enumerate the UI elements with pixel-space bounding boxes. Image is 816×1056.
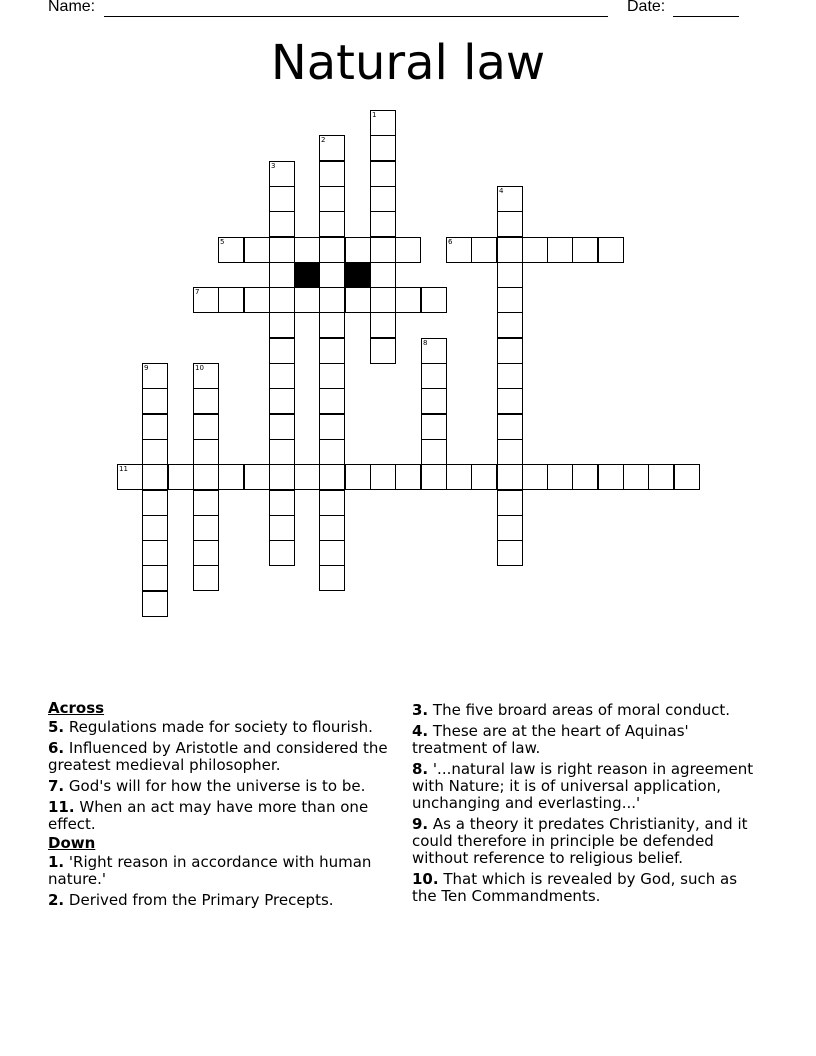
clue-down-8: 8. '...natural law is right reason in agreement with Nature; it is of universal application, unchanging and everlasting...'	[412, 760, 754, 812]
grid-cell[interactable]	[142, 515, 168, 541]
grid-cell[interactable]	[370, 135, 396, 161]
grid-cell[interactable]	[142, 591, 168, 617]
cell-number: 3	[271, 162, 276, 170]
grid-block	[294, 262, 320, 288]
grid-cell[interactable]	[497, 439, 523, 465]
grid-cell[interactable]	[269, 363, 295, 389]
grid-cell[interactable]	[218, 287, 244, 313]
grid-cell[interactable]	[319, 237, 345, 263]
grid-cell[interactable]	[319, 414, 345, 440]
grid-cell[interactable]	[193, 565, 219, 591]
grid-cell[interactable]	[269, 490, 295, 516]
grid-cell[interactable]	[142, 540, 168, 566]
grid-cell[interactable]	[142, 363, 168, 389]
cell-number: 5	[220, 238, 225, 246]
grid-cell[interactable]	[497, 211, 523, 237]
grid-cell[interactable]	[244, 287, 270, 313]
grid-cell[interactable]	[269, 515, 295, 541]
date-label: Date:	[627, 0, 666, 15]
grid-cell[interactable]	[319, 211, 345, 237]
grid-cell[interactable]	[522, 464, 548, 490]
grid-cell[interactable]	[370, 262, 396, 288]
clue-down-4: 4. These are at the heart of Aquinas' treatment of law.	[412, 722, 689, 757]
clue-down-2: 2. Derived from the Primary Precepts.	[48, 891, 334, 909]
cell-number: 7	[195, 288, 200, 296]
clue-across-5: 5. Regulations made for society to flourish.	[48, 718, 373, 736]
grid-cell[interactable]	[345, 464, 371, 490]
grid-cell[interactable]	[319, 464, 345, 490]
grid-cell[interactable]	[294, 237, 320, 263]
down-heading: Down	[48, 834, 96, 852]
grid-cell[interactable]	[522, 237, 548, 263]
grid-cell[interactable]	[598, 464, 624, 490]
cell-number: 1	[372, 111, 377, 119]
grid-cell[interactable]	[370, 287, 396, 313]
grid-cell[interactable]	[193, 363, 219, 389]
clue-across-6: 6. Influenced by Aristotle and considered the greatest medieval philosopher.	[48, 739, 388, 774]
grid-cell[interactable]	[142, 565, 168, 591]
grid-cell[interactable]	[269, 414, 295, 440]
clue-down-10: 10. That which is revealed by God, such as the Ten Commandments.	[412, 870, 738, 905]
grid-cell[interactable]	[446, 464, 472, 490]
grid-cell[interactable]	[269, 161, 295, 187]
grid-cell[interactable]	[370, 161, 396, 187]
grid-cell[interactable]	[218, 237, 244, 263]
grid-cell[interactable]	[319, 565, 345, 591]
grid-cell[interactable]	[370, 312, 396, 338]
cell-number: 9	[144, 364, 149, 372]
grid-cell[interactable]	[319, 388, 345, 414]
grid-block	[345, 262, 371, 288]
grid-cell[interactable]	[497, 287, 523, 313]
cell-number: 8	[423, 339, 428, 347]
grid-cell[interactable]	[269, 262, 295, 288]
grid-cell[interactable]	[497, 237, 523, 263]
grid-cell[interactable]	[598, 237, 624, 263]
cell-number: 10	[195, 364, 204, 372]
grid-cell[interactable]	[319, 540, 345, 566]
grid-cell[interactable]	[370, 237, 396, 263]
cell-number: 11	[119, 465, 128, 473]
grid-cell[interactable]	[319, 287, 345, 313]
grid-cell[interactable]	[142, 490, 168, 516]
grid-cell[interactable]	[294, 464, 320, 490]
grid-cell[interactable]	[471, 237, 497, 263]
cell-number: 2	[321, 136, 326, 144]
clues-left-column	[48, 700, 393, 913]
grid-cell[interactable]	[547, 464, 573, 490]
grid-cell[interactable]	[471, 464, 497, 490]
grid-cell[interactable]	[269, 338, 295, 364]
grid-cell[interactable]	[142, 388, 168, 414]
grid-cell[interactable]	[345, 237, 371, 263]
cell-number: 6	[448, 238, 453, 246]
grid-cell[interactable]	[319, 439, 345, 465]
grid-cell[interactable]	[269, 237, 295, 263]
clue-across-11: 11. When an act may have more than one effect.	[48, 798, 369, 833]
grid-cell[interactable]	[623, 464, 649, 490]
grid-cell[interactable]	[269, 312, 295, 338]
clue-down-3: 3. The five broard areas of moral conduct.	[412, 701, 731, 719]
grid-cell[interactable]	[497, 414, 523, 440]
grid-cell[interactable]	[193, 388, 219, 414]
name-label: Name:	[48, 0, 96, 15]
clue-down-1: 1. 'Right reason in accordance with human nature.'	[48, 853, 372, 888]
grid-cell[interactable]	[269, 388, 295, 414]
cell-number: 4	[499, 187, 504, 195]
grid-cell[interactable]	[269, 211, 295, 237]
grid-cell[interactable]	[244, 464, 270, 490]
grid-cell[interactable]	[319, 515, 345, 541]
grid-cell[interactable]	[168, 464, 194, 490]
grid-cell[interactable]	[269, 186, 295, 212]
grid-cell[interactable]	[674, 464, 700, 490]
grid-cell[interactable]	[421, 388, 447, 414]
grid-cell[interactable]	[572, 237, 598, 263]
grid-cell[interactable]	[319, 312, 345, 338]
grid-cell[interactable]	[395, 464, 421, 490]
grid-cell[interactable]	[142, 439, 168, 465]
clue-down-9: 9. As a theory it predates Christianity, and it could therefore in principle be defended without reference to religious belief.	[412, 815, 748, 867]
grid-cell[interactable]	[269, 540, 295, 566]
grid-cell[interactable]	[370, 110, 396, 136]
clues-right-column	[412, 702, 762, 909]
grid-cell[interactable]	[572, 464, 598, 490]
grid-cell[interactable]	[319, 161, 345, 187]
grid-cell[interactable]	[497, 490, 523, 516]
grid-cell[interactable]	[370, 338, 396, 364]
grid-cell[interactable]	[193, 464, 219, 490]
grid-cell[interactable]	[497, 388, 523, 414]
grid-cell[interactable]	[395, 287, 421, 313]
grid-cell[interactable]	[497, 540, 523, 566]
grid-cell[interactable]	[244, 237, 270, 263]
grid-cell[interactable]	[497, 186, 523, 212]
grid-cell[interactable]	[497, 262, 523, 288]
grid-cell[interactable]	[319, 363, 345, 389]
clue-across-7: 7. God's will for how the universe is to be.	[48, 777, 366, 795]
grid-cell[interactable]	[294, 287, 320, 313]
grid-cell[interactable]	[269, 464, 295, 490]
grid-cell[interactable]	[497, 464, 523, 490]
grid-cell[interactable]	[497, 363, 523, 389]
grid-cell[interactable]	[319, 135, 345, 161]
grid-cell[interactable]	[370, 186, 396, 212]
grid-cell[interactable]	[193, 414, 219, 440]
grid-cell[interactable]	[421, 464, 447, 490]
page-title: Natural law	[270, 35, 546, 91]
grid-cell[interactable]	[142, 414, 168, 440]
grid-cell[interactable]	[345, 287, 371, 313]
grid-cell[interactable]	[117, 464, 143, 490]
grid-cell[interactable]	[319, 186, 345, 212]
grid-cell[interactable]	[648, 464, 674, 490]
grid-cell[interactable]	[193, 287, 219, 313]
grid-cell[interactable]	[193, 439, 219, 465]
grid-cell[interactable]	[421, 363, 447, 389]
grid-cell[interactable]	[446, 237, 472, 263]
grid-cell[interactable]	[421, 414, 447, 440]
grid-cell[interactable]	[497, 312, 523, 338]
grid-cell[interactable]	[269, 287, 295, 313]
grid-cell[interactable]	[497, 338, 523, 364]
grid-cell[interactable]	[421, 287, 447, 313]
grid-cell[interactable]	[193, 540, 219, 566]
grid-cell[interactable]	[497, 515, 523, 541]
grid-cell[interactable]	[218, 464, 244, 490]
grid-cell[interactable]	[319, 338, 345, 364]
across-heading: Across	[48, 699, 105, 717]
grid-cell[interactable]	[421, 338, 447, 364]
grid-cell[interactable]	[319, 490, 345, 516]
grid-cell[interactable]	[547, 237, 573, 263]
grid-cell[interactable]	[269, 439, 295, 465]
grid-cell[interactable]	[395, 237, 421, 263]
grid-cell[interactable]	[193, 490, 219, 516]
grid-cell[interactable]	[370, 464, 396, 490]
grid-cell[interactable]	[319, 262, 345, 288]
grid-cell[interactable]	[193, 515, 219, 541]
grid-cell[interactable]	[370, 211, 396, 237]
grid-cell[interactable]	[142, 464, 168, 490]
grid-cell[interactable]	[421, 439, 447, 465]
